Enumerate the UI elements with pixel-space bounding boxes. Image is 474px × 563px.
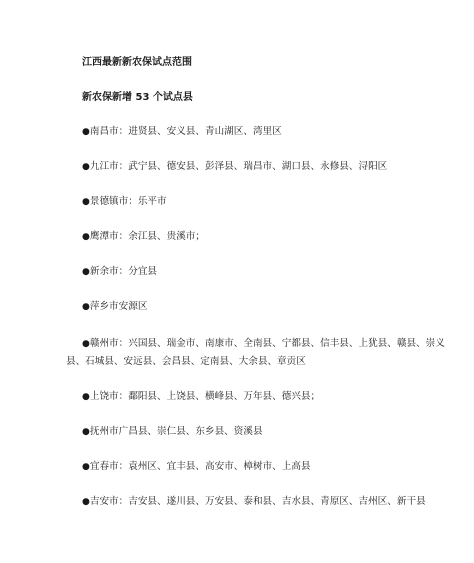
list-item <box>82 231 205 243</box>
list-item-text: 上饶市：鄱阳县、上饶县、横峰县、万年县、德兴县； <box>89 391 321 402</box>
bullet-icon: ● <box>82 267 90 277</box>
bullet-icon: ● <box>82 162 90 172</box>
bullet-icon: ● <box>82 302 90 312</box>
list-item <box>82 338 445 350</box>
list-item <box>82 391 320 403</box>
list-item-text: 宜春市：袁州区、宜丰县、高安市、樟树市、上高县 <box>89 461 311 472</box>
document-subtitle: 新农保新增 53 个试点县 <box>82 92 193 103</box>
list-item <box>82 461 311 473</box>
bullet-icon: ● <box>82 339 90 349</box>
list-item <box>82 161 387 173</box>
bullet-icon: ● <box>82 127 90 137</box>
list-item-text: 景德镇市：乐平市 <box>89 196 167 207</box>
bullet-icon: ● <box>82 197 90 207</box>
bullet-icon: ● <box>82 462 90 472</box>
bullet-icon: ● <box>82 392 90 402</box>
list-item-text: 抚州市广昌县、崇仁县、东乡县、资溪县 <box>89 426 263 437</box>
list-item <box>82 426 263 438</box>
list-item-text: 吉安市：吉安县、遂川县、万安县、泰和县、吉水县、青原区、吉州区、新干县 <box>89 496 426 507</box>
list-item-text: 鹰潭市：余江县、贵溪市； <box>89 231 205 242</box>
list-item-text: 九江市：武宁县、德安县、彭泽县、瑞昌市、湖口县、永修县、浔阳区 <box>89 161 388 172</box>
bullet-icon: ● <box>82 497 90 507</box>
list-item-continuation: 县、石城县、安远县、会昌县、定南县、大余县、章贡区 <box>66 356 306 367</box>
list-item-text: 新余市：分宜县 <box>89 266 158 277</box>
list-item-text: 南昌市：进贤县、安义县、青山湖区、湾里区 <box>89 126 282 137</box>
bullet-icon: ● <box>82 427 90 437</box>
list-item <box>82 126 282 138</box>
list-item <box>82 266 157 278</box>
list-item <box>82 496 426 508</box>
list-item-text: 赣州市：兴国县、瑞金市、南康市、全南县、宁都县、信丰县、上犹县、赣县、崇义 <box>89 338 445 349</box>
list-item <box>82 301 147 313</box>
list-item <box>82 196 167 208</box>
list-item-text: 萍乡市安源区 <box>89 301 148 312</box>
document-title: 江西最新新农保试点范围 <box>82 57 192 68</box>
bullet-icon: ● <box>82 232 90 242</box>
